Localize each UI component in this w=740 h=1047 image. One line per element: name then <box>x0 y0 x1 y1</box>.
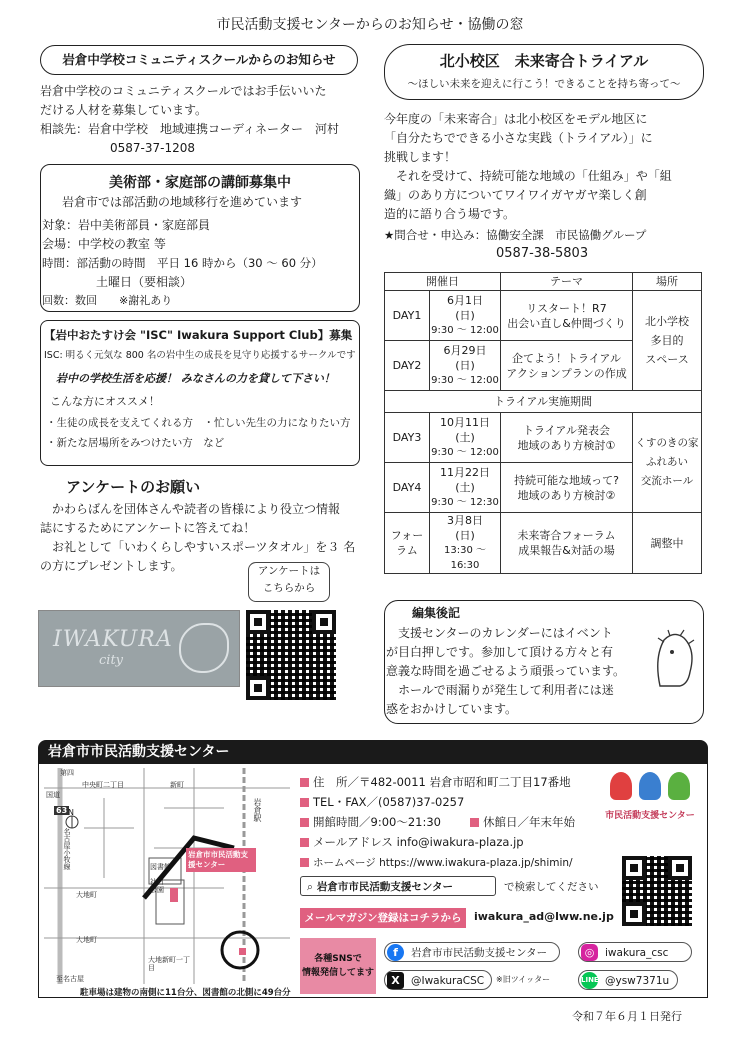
logo-figure-blue-icon <box>639 772 661 800</box>
x-text: @IwakuraCSC <box>411 975 485 987</box>
schedule-header-theme: テーマ <box>501 273 633 291</box>
schedule-date-time: 9:30 ～ 12:00 <box>431 447 499 458</box>
x-icon: X <box>387 972 404 989</box>
kitakosho-line-1: 今年度の「未来寄合」は北小校区をモデル地区に <box>384 112 648 126</box>
center-qr-code[interactable] <box>622 856 692 926</box>
facebook-icon: f <box>387 944 404 961</box>
qr-corner-icon <box>246 676 270 700</box>
schedule-date-month: 10月11日 <box>440 416 490 429</box>
center-homepage[interactable] <box>300 852 573 873</box>
sns-label-line-1: 各種SNSで <box>314 954 362 964</box>
kitakosho-phone: 0587-38-5803 <box>496 246 589 261</box>
schedule-place-3: 調整中 <box>633 513 702 574</box>
mail-magazine-address[interactable]: iwakura_ad@lww.ne.jp <box>474 910 614 923</box>
community-school-line-3: 相談先：岩倉中学校 地域連携コーディネーター 河村 <box>40 122 340 136</box>
schedule-date-month: 6月1日 <box>447 294 483 307</box>
center-tel <box>300 792 464 812</box>
map-label-north: N <box>68 808 74 817</box>
towel-logo-sub: city <box>99 653 124 668</box>
schedule-theme-line: 出会い直し&仲間づくり <box>507 316 626 330</box>
schedule-date-time: 9:30 ～ 12:00 <box>431 375 499 386</box>
schedule-date-time: 13:30 ～ 16:30 <box>444 545 486 571</box>
survey-line-2: 誌にするためにアンケートに答えてね！ <box>40 521 256 535</box>
schedule-place-2-line: くすのきの家 <box>635 437 699 449</box>
map-label-direction: 至名古屋 <box>56 975 84 983</box>
map-label-chuo: 中央町二丁目 <box>82 781 124 789</box>
editor-note-line-2: が目白押しです。参加して頂ける方々と有 <box>386 645 614 659</box>
schedule-date-weekday: (日) <box>455 359 475 372</box>
map-label-ootoki-c: 大地新町一丁目 <box>148 956 190 972</box>
schedule-place-1-line: 多目的 <box>650 334 684 347</box>
schedule-theme-line: 地域のあり方検討① <box>517 438 616 452</box>
isc-item-1: ・生徒の成長を支えてくれる方 ・忙しい先生の力になりたい方 <box>46 417 351 429</box>
schedule-theme-line: トライアル発表会 <box>523 423 610 437</box>
towel-flower-icon <box>179 623 229 673</box>
kitakosho-subtitle: ～ほしい未来を迎えに行こう！できることを持ち寄って～ <box>407 78 681 90</box>
instagram-link[interactable] <box>578 942 692 962</box>
center-hours <box>300 812 441 832</box>
kitakosho-line-2: 「自分たちでできる小さな実践（トライアル）」に <box>384 131 653 145</box>
schedule-theme-line: 未来寄合フォーラム <box>517 529 616 542</box>
schedule-day: DAY4 <box>385 463 430 513</box>
qr-corner-icon <box>668 856 692 880</box>
map-label-nanba: 第四 <box>60 769 74 777</box>
schedule-place-2-line: ふれあい <box>646 456 688 468</box>
schedule-table <box>384 272 702 574</box>
schedule-date-month: 3月8日 <box>447 514 483 527</box>
logo-figure-red-icon <box>610 772 632 800</box>
community-school-line-1: 岩倉中学校のコミュニティスクールではお手伝いいた <box>40 84 327 98</box>
art-club-saturday: 土曜日（要相談） <box>96 275 193 289</box>
kitakosho-contact: ★問合せ・申込み：協働安全課 市民協働グループ <box>384 228 647 242</box>
bullet-square-icon <box>300 798 309 807</box>
page-header-title: 市民活動支援センターからのお知らせ・協働の窓 <box>216 17 524 33</box>
qr-corner-icon <box>622 856 646 880</box>
survey-bubble-line-2: こちらから <box>262 582 316 594</box>
hedgehog-mascot-icon <box>650 628 698 690</box>
schedule-date-month: 6月29日 <box>443 344 487 357</box>
isc-title: 【岩中おたすけ会 "ISC" Iwakura Support Club】募集 <box>44 328 353 342</box>
mail-magazine-banner[interactable]: メールマガジン登録はコチラから <box>300 908 466 928</box>
isc-description: ISC: 明るく元気な 800 名の岩中生の成長を見守り応援するサークルです <box>44 350 356 361</box>
survey-qr-code[interactable] <box>246 610 336 700</box>
map-label-ootoki-b: 大地町 <box>76 936 97 944</box>
center-homepage-text: ホームページ https://www.iwakura-plaza.jp/shimin/ <box>313 857 573 869</box>
survey-line-1: かわらばんを団体さんや読者の皆様により役立つ情報 <box>52 502 341 516</box>
map-label-park: 社日公園 <box>150 878 164 894</box>
line-icon: LINE <box>581 972 598 989</box>
sns-label-line-2: 情報発信してます <box>301 968 374 978</box>
logo-figure-green-icon <box>668 772 690 800</box>
center-tel-text: TEL・FAX／(0587)37-0257 <box>313 795 465 809</box>
logo-text: 市民活動支援センター <box>605 811 695 821</box>
schedule-day: DAY3 <box>385 413 430 463</box>
qr-corner-icon <box>622 902 646 926</box>
map-label-shinmachi: 新町 <box>170 781 184 789</box>
survey-bubble-line-1: アンケートは <box>257 565 321 577</box>
art-club-title: 美術部・家庭部の講師募集中 <box>109 175 291 191</box>
editor-note-title: 編集後記 <box>412 606 461 620</box>
schedule-theme-line: アクションプランの作成 <box>506 366 627 380</box>
kitakosho-line-4: それを受けて、持続可能な地域の「仕組み」や「組 <box>396 169 672 183</box>
schedule-header-date: 開催日 <box>385 273 501 291</box>
bullet-square-icon <box>300 858 309 867</box>
map-label-library: 図書館 <box>150 863 171 871</box>
schedule-theme-line: 成果報告&対話の場 <box>518 544 615 557</box>
facebook-link[interactable] <box>384 942 560 962</box>
survey-title: アンケートのお願い <box>66 478 201 496</box>
sns-label <box>300 938 376 994</box>
center-email-text: メールアドレス info@iwakura-plaza.jp <box>313 835 524 849</box>
kitakosho-title: 北小校区 未来寄合トライアル <box>439 52 649 70</box>
editor-note-line-1: 支援センターのカレンダーにはイベント <box>398 626 613 640</box>
kitakosho-line-3: 挑戦します！ <box>384 150 457 164</box>
schedule-date-weekday: (土) <box>455 431 475 444</box>
schedule-theme-line: 持続可能な地域って? <box>514 473 619 487</box>
bullet-square-icon <box>300 778 309 787</box>
schedule-date-weekday: (日) <box>455 529 475 542</box>
bullet-square-icon <box>300 838 309 847</box>
bullet-square-icon <box>300 818 309 827</box>
community-school-phone: 0587-37-1208 <box>110 141 196 155</box>
x-note: ※旧ツイッター <box>496 975 551 984</box>
schedule-trial-period: トライアル実施期間 <box>385 391 702 413</box>
schedule-day: DAY2 <box>385 341 430 391</box>
schedule-day-forum: ラム <box>396 544 418 557</box>
schedule-theme-line: リスタート！R7 <box>526 301 607 315</box>
schedule-day-forum: フォー <box>390 529 424 542</box>
qr-corner-icon <box>246 610 270 634</box>
art-club-time: 時間：部活動の時間 平日 16 時から（30 ～ 60 分） <box>42 256 323 270</box>
line-link[interactable] <box>578 970 678 990</box>
isc-recommend: こんな方にオススメ！ <box>50 395 160 408</box>
map-label-ootoki-a: 大地町 <box>76 891 97 899</box>
schedule-date-time: 9:30 ～ 12:30 <box>431 497 499 508</box>
center-closed <box>470 812 575 832</box>
search-box-text: 岩倉市市民活動支援センター <box>316 881 453 893</box>
bullet-square-icon <box>470 818 479 827</box>
instagram-text: iwakura_csc <box>605 947 669 959</box>
art-club-subtitle: 岩倉市では部活動の地域移行を進めています <box>62 195 303 209</box>
schedule-theme-line: 企てよう！トライアル <box>512 351 621 365</box>
community-school-title: 岩倉中学校コミュニティスクールからのお知らせ <box>40 45 358 75</box>
search-icon: ⌕ <box>307 881 313 893</box>
center-name-bar: 岩倉市市民活動支援センター <box>38 740 708 764</box>
map-label-center: 岩倉市市民活動支援センター <box>186 848 256 872</box>
center-email[interactable] <box>300 832 524 852</box>
center-hours-text: 開館時間／9:00～21:30 <box>313 815 441 829</box>
x-link[interactable] <box>384 970 492 990</box>
isc-item-2: ・新たな居場所をみつけたい方 など <box>46 437 225 449</box>
center-closed-text: 休館日／年末年始 <box>483 815 575 829</box>
survey-line-4: の方にプレゼントします。 <box>40 559 183 573</box>
editor-note-line-4: ホールで雨漏りが発生して利用者には迷 <box>398 683 614 697</box>
towel-image <box>38 610 240 687</box>
schedule-place-1-line: 北小学校 <box>645 315 689 328</box>
center-address <box>300 772 571 792</box>
schedule-place-2-line: 交流ホール <box>640 475 694 487</box>
map-label-route: 63 <box>56 806 68 815</box>
schedule-place-1-line: スペース <box>645 353 689 366</box>
map-label-kokudo: 国道 <box>46 791 60 799</box>
schedule-date-time: 9:30 ～ 12:00 <box>431 325 499 336</box>
kitakosho-line-6: 造的に語り合う場です。 <box>384 207 516 221</box>
art-club-venue: 会場：中学校の教室 等 <box>42 237 166 251</box>
kitakosho-line-5: 織」のあり方についてワイワイガヤガヤ楽しく創 <box>384 188 647 202</box>
parking-note: 駐車場は建物の南側に11台分、図書館の北側に49台分 <box>80 988 291 998</box>
survey-line-3: お礼として「いわくらしやすいスポーツタオル」を３ 名 <box>52 540 356 554</box>
qr-corner-icon <box>312 610 336 634</box>
center-address-text: 住 所／〒482-0011 岩倉市昭和町二丁目17番地 <box>313 775 571 789</box>
schedule-date-month: 11月22日 <box>440 466 490 479</box>
search-suffix: で検索してください <box>504 881 599 893</box>
editor-note-line-5: 惑をおかけしています。 <box>386 702 518 716</box>
schedule-header-place: 場所 <box>633 273 702 291</box>
art-club-count: 回数：数回 ※謝礼あり <box>42 294 173 307</box>
isc-slogan: 岩中の学校生活を応援！ みなさんの力を貸して下さい！ <box>56 372 335 385</box>
issue-date: 令和７年６月１日発行 <box>572 1010 682 1023</box>
map-label-road: 名古屋小牧線 <box>63 828 71 870</box>
schedule-date-weekday: (日) <box>455 309 475 322</box>
map-label-station: 岩倉駅 <box>253 798 262 822</box>
community-school-line-2: だける人材を募集しています。 <box>40 103 208 117</box>
art-club-target: 対象：岩中美術部員・家庭部員 <box>42 218 211 232</box>
instagram-icon: ◎ <box>581 944 598 961</box>
editor-note-line-3: 意義な時間を過ごせるよう頑張っています。 <box>386 664 626 678</box>
search-box[interactable] <box>300 876 496 896</box>
line-text: @ysw7371u <box>605 975 670 987</box>
schedule-date-weekday: (土) <box>455 481 475 494</box>
schedule-theme-line: 地域のあり方検討② <box>517 488 616 502</box>
center-logo <box>602 768 698 828</box>
facebook-text: 岩倉市市民活動支援センター <box>411 947 548 959</box>
towel-logo-text: IWAKURA <box>53 627 173 652</box>
schedule-day: DAY1 <box>385 291 430 341</box>
survey-bubble <box>248 562 330 602</box>
